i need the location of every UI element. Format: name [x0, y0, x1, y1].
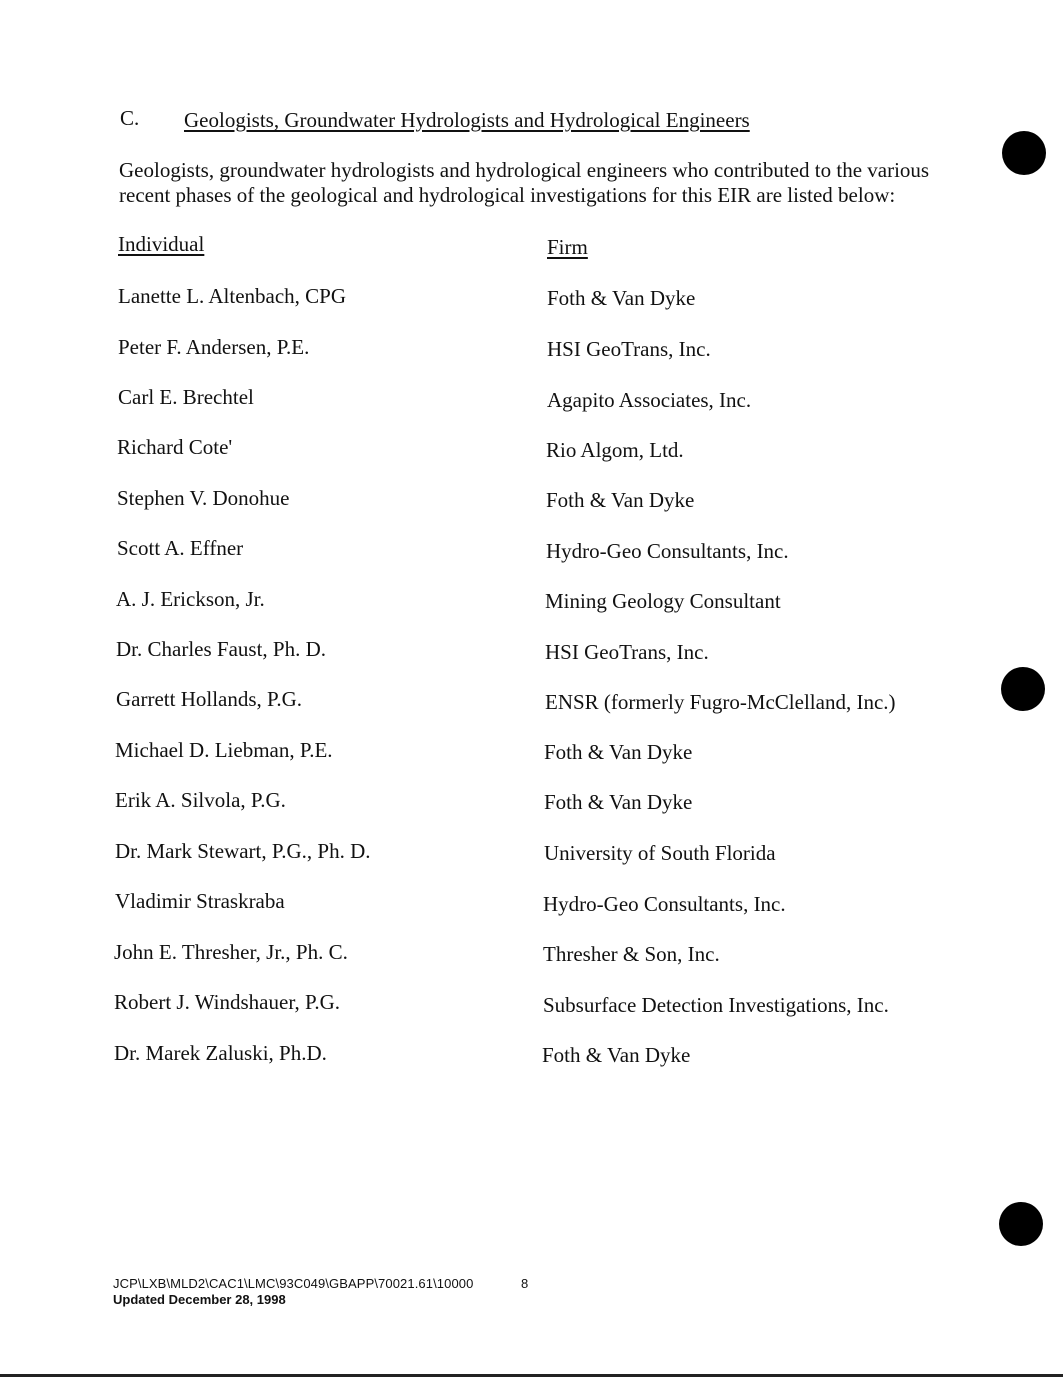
page-number: 8 [521, 1276, 529, 1291]
intro-line-2: recent phases of the geological and hydrological investigations for this EIR are listed below: [119, 183, 896, 207]
row-firm: Rio Algom, Ltd. [546, 438, 684, 462]
section-title: Geologists, Groundwater Hydrologists and Hydrological Engineers [184, 108, 750, 132]
row-firm: ENSR (formerly Fugro-McClelland, Inc.) [545, 690, 896, 714]
row-name: Erik A. Silvola, P.G. [115, 788, 286, 812]
row-name: Stephen V. Donohue [117, 486, 290, 510]
footer-file-path: JCP\LXB\MLD2\CAC1\LMC\93C049\GBAPP\70021.61\10000 [113, 1276, 474, 1291]
row-name: Vladimir Straskraba [115, 889, 285, 913]
row-name: John E. Thresher, Jr., Ph. C. [114, 940, 348, 964]
column-header-individual: Individual [118, 232, 205, 256]
row-firm: Agapito Associates, Inc. [547, 388, 752, 412]
row-name: Dr. Mark Stewart, P.G., Ph. D. [115, 839, 371, 863]
row-firm: Foth & Van Dyke [546, 488, 695, 512]
row-firm: HSI GeoTrans, Inc. [547, 337, 711, 361]
row-name: Peter F. Andersen, P.E. [118, 335, 310, 359]
row-firm: HSI GeoTrans, Inc. [545, 640, 709, 664]
binder-hole-icon [1002, 131, 1046, 175]
row-name: Garrett Hollands, P.G. [116, 687, 303, 711]
row-name: Dr. Marek Zaluski, Ph.D. [114, 1041, 327, 1065]
row-name: Scott A. Effner [117, 536, 244, 560]
row-firm: Foth & Van Dyke [544, 790, 693, 814]
section-letter: C. [120, 106, 140, 130]
row-name: Carl E. Brechtel [118, 385, 254, 409]
footer-updated-date: Updated December 28, 1998 [113, 1292, 286, 1307]
intro-line-1: Geologists, groundwater hydrologists and hydrological engineers who contributed to the various [119, 158, 930, 182]
bottom-scan-edge [0, 1374, 1063, 1377]
row-name: Richard Cote' [117, 435, 233, 459]
binder-hole-icon [999, 1202, 1043, 1246]
row-firm: Hydro-Geo Consultants, Inc. [543, 892, 786, 916]
row-name: A. J. Erickson, Jr. [116, 587, 265, 611]
row-firm: University of South Florida [544, 841, 776, 865]
binder-hole-icon [1001, 667, 1045, 711]
row-firm: Foth & Van Dyke [547, 286, 696, 310]
row-firm: Hydro-Geo Consultants, Inc. [546, 539, 789, 563]
row-firm: Foth & Van Dyke [544, 740, 693, 764]
row-name: Michael D. Liebman, P.E. [115, 738, 333, 762]
row-name: Robert J. Windshauer, P.G. [114, 990, 340, 1014]
row-firm: Thresher & Son, Inc. [543, 942, 720, 966]
row-firm: Foth & Van Dyke [542, 1043, 691, 1067]
column-header-firm: Firm [547, 235, 588, 259]
row-firm: Subsurface Detection Investigations, Inc. [543, 993, 889, 1017]
row-firm: Mining Geology Consultant [545, 589, 781, 613]
intro-paragraph [119, 158, 959, 208]
row-name: Dr. Charles Faust, Ph. D. [116, 637, 326, 661]
row-name: Lanette L. Altenbach, CPG [118, 284, 347, 308]
